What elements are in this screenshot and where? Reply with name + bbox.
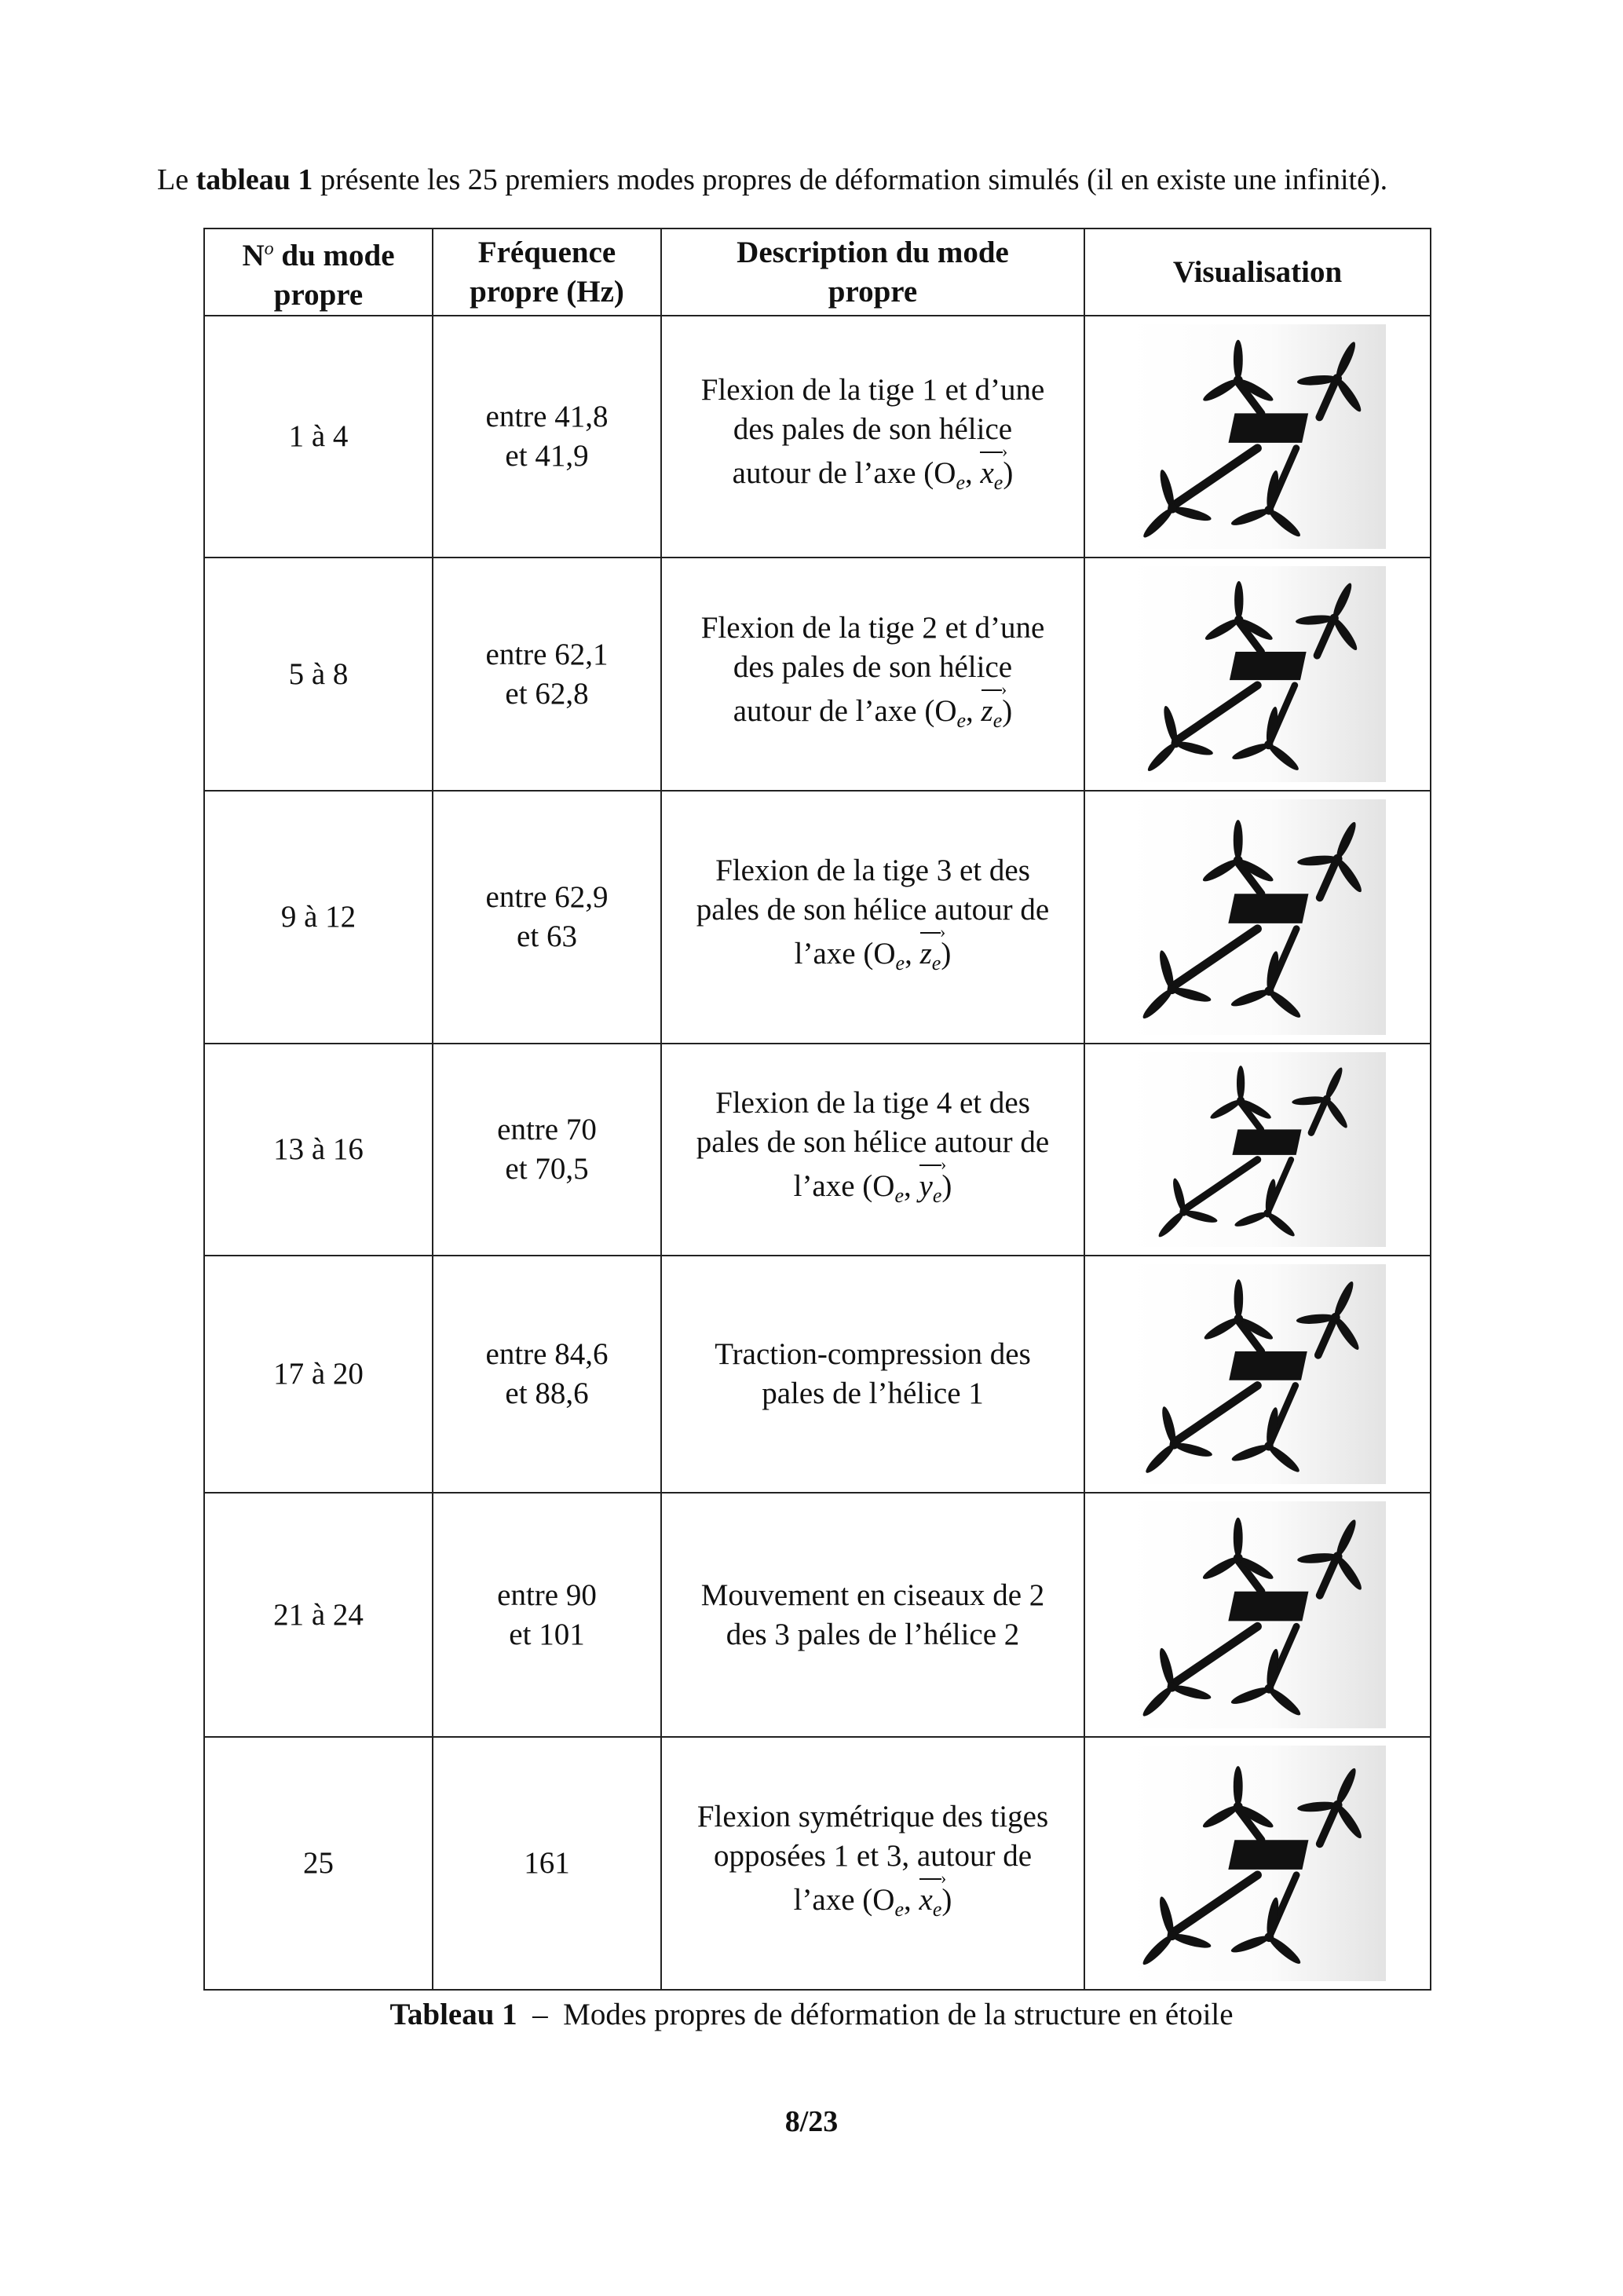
table-header-row: [204, 229, 1431, 316]
mode-cell: 21 à 24: [204, 1493, 433, 1737]
frequency-cell: 161: [433, 1737, 661, 1990]
table-row: [204, 1737, 1431, 1990]
drone-mode-image: [1129, 324, 1386, 549]
table-row: [204, 1044, 1431, 1256]
header-description: Description du mode propre: [661, 229, 1084, 316]
drone-mode-image: [1129, 566, 1386, 782]
table-row: [204, 316, 1431, 558]
frequency-cell: entre 41,8 et 41,9: [433, 316, 661, 558]
header-mode-number: $N^o$ du mode propre: [204, 229, 433, 316]
visualisation-cell: [1084, 316, 1431, 558]
mode-cell: 17 à 20: [204, 1256, 433, 1493]
description-cell: Flexion symétrique des tiges opposées 1 et 3, autour de l’axe ($O_e$, › $x_e$): [661, 1737, 1084, 1990]
header-frequency: Fréquence propre (Hz): [433, 229, 661, 316]
visualisation-cell: [1084, 791, 1431, 1044]
table-row: [204, 558, 1431, 791]
mode-cell: 13 à 16: [204, 1044, 433, 1256]
description-cell: Flexion de la tige 4 et des pales de son hélice autour de l’axe ($O_e$, › $y_e$): [661, 1044, 1084, 1256]
drone-mode-image: [1129, 799, 1386, 1035]
frequency-cell: entre 62,1 et 62,8: [433, 558, 661, 791]
frequency-cell: entre 84,6 et 88,6: [433, 1256, 661, 1493]
description-cell: Mouvement en ciseaux de 2 des 3 pales de l’hélice 2: [661, 1493, 1084, 1737]
drone-mode-image: [1129, 1052, 1386, 1247]
vector-x-e: › $x_e$: [919, 1868, 947, 1921]
visualisation-cell: [1084, 558, 1431, 791]
description-cell: Flexion de la tige 1 et d’une des pales de son hélice autour de l’axe ($O_e$, › $x_e$): [661, 316, 1084, 558]
mode-cell: 9 à 12: [204, 791, 433, 1044]
mode-cell: 1 à 4: [204, 316, 433, 558]
intro-bold: tableau 1: [196, 163, 313, 196]
table-row: [204, 1493, 1431, 1737]
drone-mode-image: [1129, 1264, 1386, 1484]
drone-mode-image: [1129, 1746, 1386, 1981]
vector-y-e: › $y_e$: [919, 1154, 947, 1207]
frequency-cell: entre 62,9 et 63: [433, 791, 661, 1044]
table-row: [204, 791, 1431, 1044]
page-number: 8/23: [784, 2105, 839, 2138]
description-cell: Flexion de la tige 3 et des pales de son hélice autour de l’axe ($O_e$, › $z_e$): [661, 791, 1084, 1044]
frequency-cell: entre 90 et 101: [433, 1493, 661, 1737]
description-cell: Traction-compression des pales de l’hélice 1: [661, 1256, 1084, 1493]
drone-mode-image: [1129, 1501, 1386, 1728]
visualisation-cell: [1084, 1256, 1431, 1493]
vector-x-e: › $x_e$: [980, 441, 1008, 494]
visualisation-cell: [1084, 1737, 1431, 1990]
intro-paragraph: Le tableau 1 présente les 25 premiers modes propres de déformation simulés (il en existe une infinité).: [157, 163, 1388, 196]
header-visualisation: Visualisation: [1084, 229, 1431, 316]
visualisation-cell: [1084, 1044, 1431, 1256]
description-cell: Flexion de la tige 2 et d’une des pales de son hélice autour de l’axe ($O_e$, › $z_e$): [661, 558, 1084, 791]
caption-label: Tableau 1: [389, 1998, 517, 2031]
frequency-cell: entre 70 et 70,5: [433, 1044, 661, 1256]
mode-cell: 5 à 8: [204, 558, 433, 791]
vector-z-e: › $z_e$: [981, 678, 1007, 732]
table-caption: Tableau 1 – Modes propres de déformation de la structure en étoile: [389, 1998, 1234, 2031]
vector-z-e: › $z_e$: [919, 922, 946, 974]
table-row: [204, 1256, 1431, 1493]
modes-table: [203, 228, 1431, 1991]
visualisation-cell: [1084, 1493, 1431, 1737]
mode-cell: 25: [204, 1737, 433, 1990]
